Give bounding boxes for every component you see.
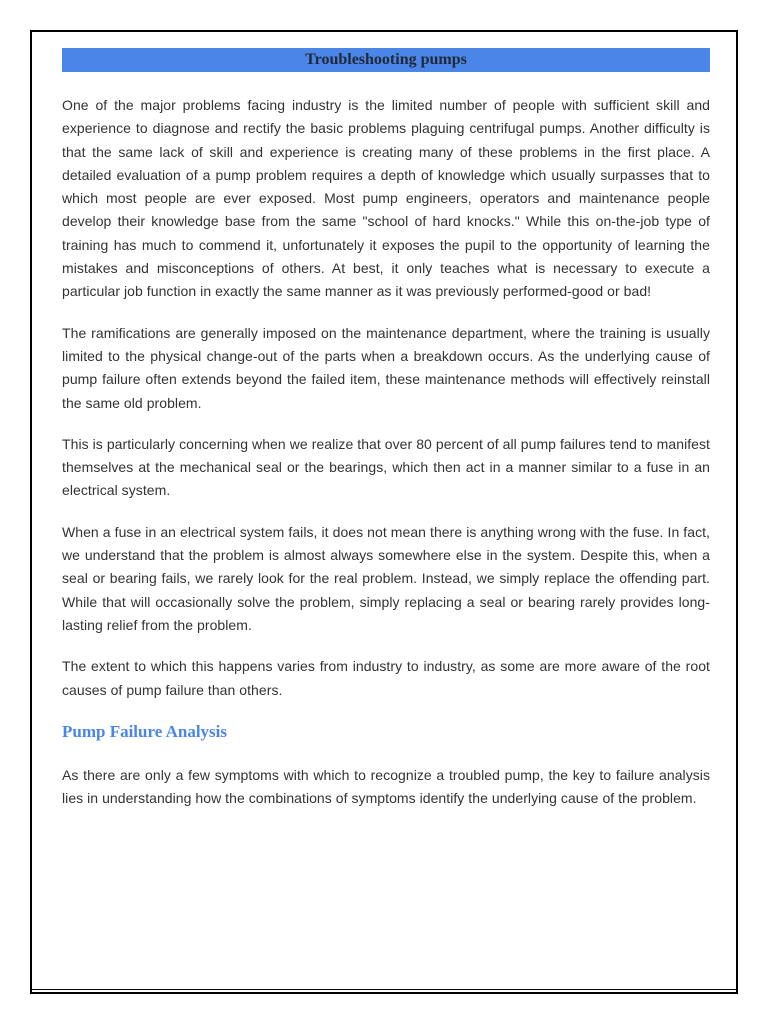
page-frame bbox=[30, 30, 738, 994]
paragraph-2: The ramifications are generally imposed on the maintenance department, where the training is usually limited to the physical change-out of the parts when a breakdown occurs. As the underlying cause of pump failure often extends beyond the failed item, these maintenance methods will effectively reinstall the same old problem. bbox=[62, 324, 710, 411]
title-bar bbox=[62, 48, 710, 72]
paragraph-1: One of the major problems facing industry is the limited number of people with sufficient skill and experience to diagnose and rectify the basic problems plaguing centrifugal pumps. Another difficulty is that the same lack of skill and experience is creating many of these problems in the first place. A detailed evaluation of a pump problem requires a depth of knowledge which usually surpasses that to which most people are ever exposed. Most pump engineers, operators and maintenance people develop their knowledge base from the same "school of hard knocks." While this on-the-job type of training has much to commend it, unfortunately it exposes the pupil to the opportunity of learning the mistakes and misconceptions of others. At best, it only teaches what is necessary to execute a particular job function in exactly the same manner as it was previously performed-good or bad! bbox=[62, 97, 710, 300]
document-title: Troubleshooting pumps bbox=[305, 51, 467, 68]
paragraph-3: This is particularly concerning when we realize that over 80 percent of all pump failures tend to manifest themselves at the mechanical seal or the bearings, which then act in a manner similar to a fuse in an electrical system. bbox=[62, 435, 710, 499]
paragraph-4: When a fuse in an electrical system fails, it does not mean there is anything wrong with the fuse. In fact, we understand that the problem is almost always somewhere else in the system. Despite this, when a seal or bearing fails, we rarely look for the real problem. Instead, we simply replace the offending part. While that will occasionally solve the problem, simply replacing a seal or bearing rarely provides long-lasting relief from the problem. bbox=[62, 523, 710, 633]
paragraph-5: The extent to which this happens varies from industry to industry, as some are more aware of the root causes of pump failure than others. bbox=[62, 658, 710, 698]
section-paragraph: As there are only a few symptoms with which to recognize a troubled pump, the key to failure analysis lies in understanding how the combinations of symptoms identify the underlying cause of the problem. bbox=[62, 766, 710, 807]
document-body bbox=[62, 94, 710, 828]
section-heading: Pump Failure Analysis bbox=[62, 721, 227, 741]
